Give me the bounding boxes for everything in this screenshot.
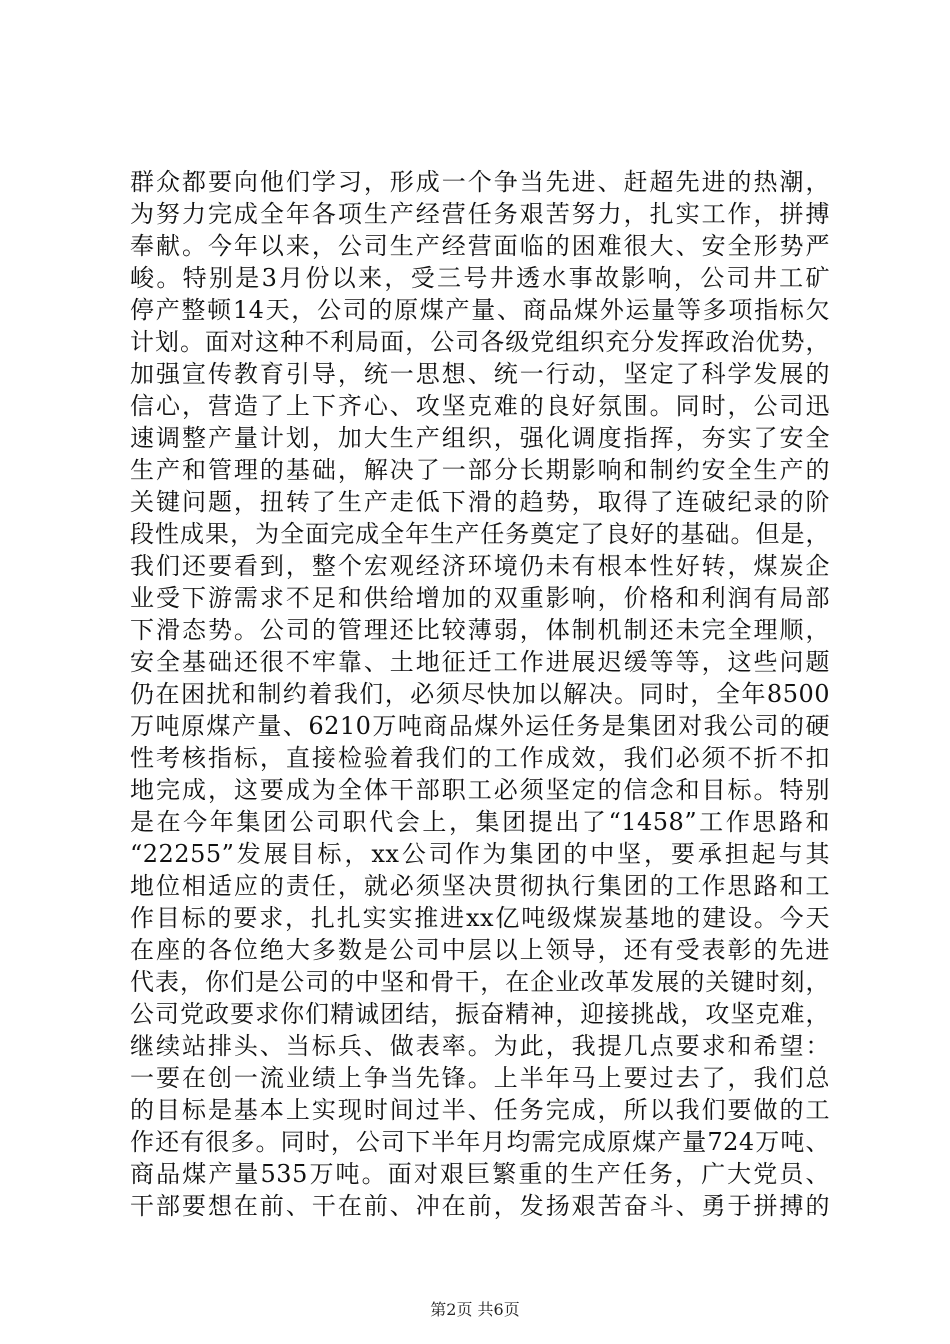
text-line: 的目标是基本上实现时间过半、任务完成，所以我们要做的工: [130, 1096, 830, 1124]
text-line: 计划。面对这种不利局面，公司各级党组织充分发挥政治优势，: [130, 328, 830, 356]
text-line: 安全基础还很不牢靠、土地征迁工作进展迟缓等等，这些问题: [130, 648, 830, 676]
text-line: 群众都要向他们学习，形成一个争当先进、赶超先进的热潮，: [130, 168, 830, 196]
text-line: 生产和管理的基础，解决了一部分长期影响和制约安全生产的: [130, 456, 830, 484]
text-line: 继续站排头、当标兵、做表率。为此，我提几点要求和希望：: [130, 1032, 830, 1060]
text-line: 关键问题，扭转了生产走低下滑的趋势，取得了连破纪录的阶: [130, 488, 830, 516]
text-line: 为努力完成全年各项生产经营任务艰苦努力，扎实工作，拼搏: [130, 200, 830, 228]
text-line: “22255”发展目标，xx公司作为集团的中坚，要承担起与其: [130, 840, 830, 868]
text-line: 干部要想在前、干在前、冲在前，发扬艰苦奋斗、勇于拼搏的: [130, 1192, 830, 1220]
text-line: 万吨原煤产量、6210万吨商品煤外运任务是集团对我公司的硬: [130, 712, 830, 740]
text-line: 奉献。今年以来，公司生产经营面临的困难很大、安全形势严: [130, 232, 830, 260]
text-line: 仍在困扰和制约着我们，必须尽快加以解决。同时，全年8500: [130, 680, 830, 708]
text-line: 商品煤产量535万吨。面对艰巨繁重的生产任务，广大党员、: [130, 1160, 830, 1188]
text-line: 峻。特别是3月份以来，受三号井透水事故影响，公司井工矿: [130, 264, 830, 292]
text-line: 是在今年集团公司职代会上，集团提出了“1458”工作思路和: [130, 808, 830, 836]
text-line: 信心，营造了上下齐心、攻坚克难的良好氛围。同时，公司迅: [130, 392, 830, 420]
text-line: 代表，你们是公司的中坚和骨干，在企业改革发展的关键时刻，: [130, 968, 830, 996]
text-line: 地位相适应的责任，就必须坚决贯彻执行集团的工作思路和工: [130, 872, 830, 900]
text-line: 在座的各位绝大多数是公司中层以上领导，还有受表彰的先进: [130, 936, 830, 964]
page-number-footer: 第2页 共6页: [430, 1300, 520, 1319]
text-line: 性考核指标，直接检验着我们的工作成效，我们必须不折不扣: [130, 744, 830, 772]
text-line: 业受下游需求不足和供给增加的双重影响，价格和利润有局部: [130, 584, 830, 612]
body-text: [130, 166, 830, 1222]
text-line: 加强宣传教育引导，统一思想、统一行动，坚定了科学发展的: [130, 360, 830, 388]
text-line: 下滑态势。公司的管理还比较薄弱，体制机制还未完全理顺，: [130, 616, 830, 644]
text-line: 作还有很多。同时，公司下半年月均需完成原煤产量724万吨、: [130, 1128, 830, 1156]
text-line: 地完成，这要成为全体干部职工必须坚定的信念和目标。特别: [130, 776, 830, 804]
text-line: 速调整产量计划，加大生产组织，强化调度指挥，夯实了安全: [130, 424, 830, 452]
text-line: 作目标的要求，扎扎实实推进xx亿吨级煤炭基地的建设。今天: [130, 904, 830, 932]
text-line: 公司党政要求你们精诚团结，振奋精神，迎接挑战，攻坚克难，: [130, 1000, 830, 1028]
text-line: 停产整顿14天，公司的原煤产量、商品煤外运量等多项指标欠: [130, 296, 830, 324]
text-line: 一要在创一流业绩上争当先锋。上半年马上要过去了，我们总: [130, 1064, 830, 1092]
text-line: 段性成果，为全面完成全年生产任务奠定了良好的基础。但是，: [130, 520, 830, 548]
text-line: 我们还要看到，整个宏观经济环境仍未有根本性好转，煤炭企: [130, 552, 830, 580]
